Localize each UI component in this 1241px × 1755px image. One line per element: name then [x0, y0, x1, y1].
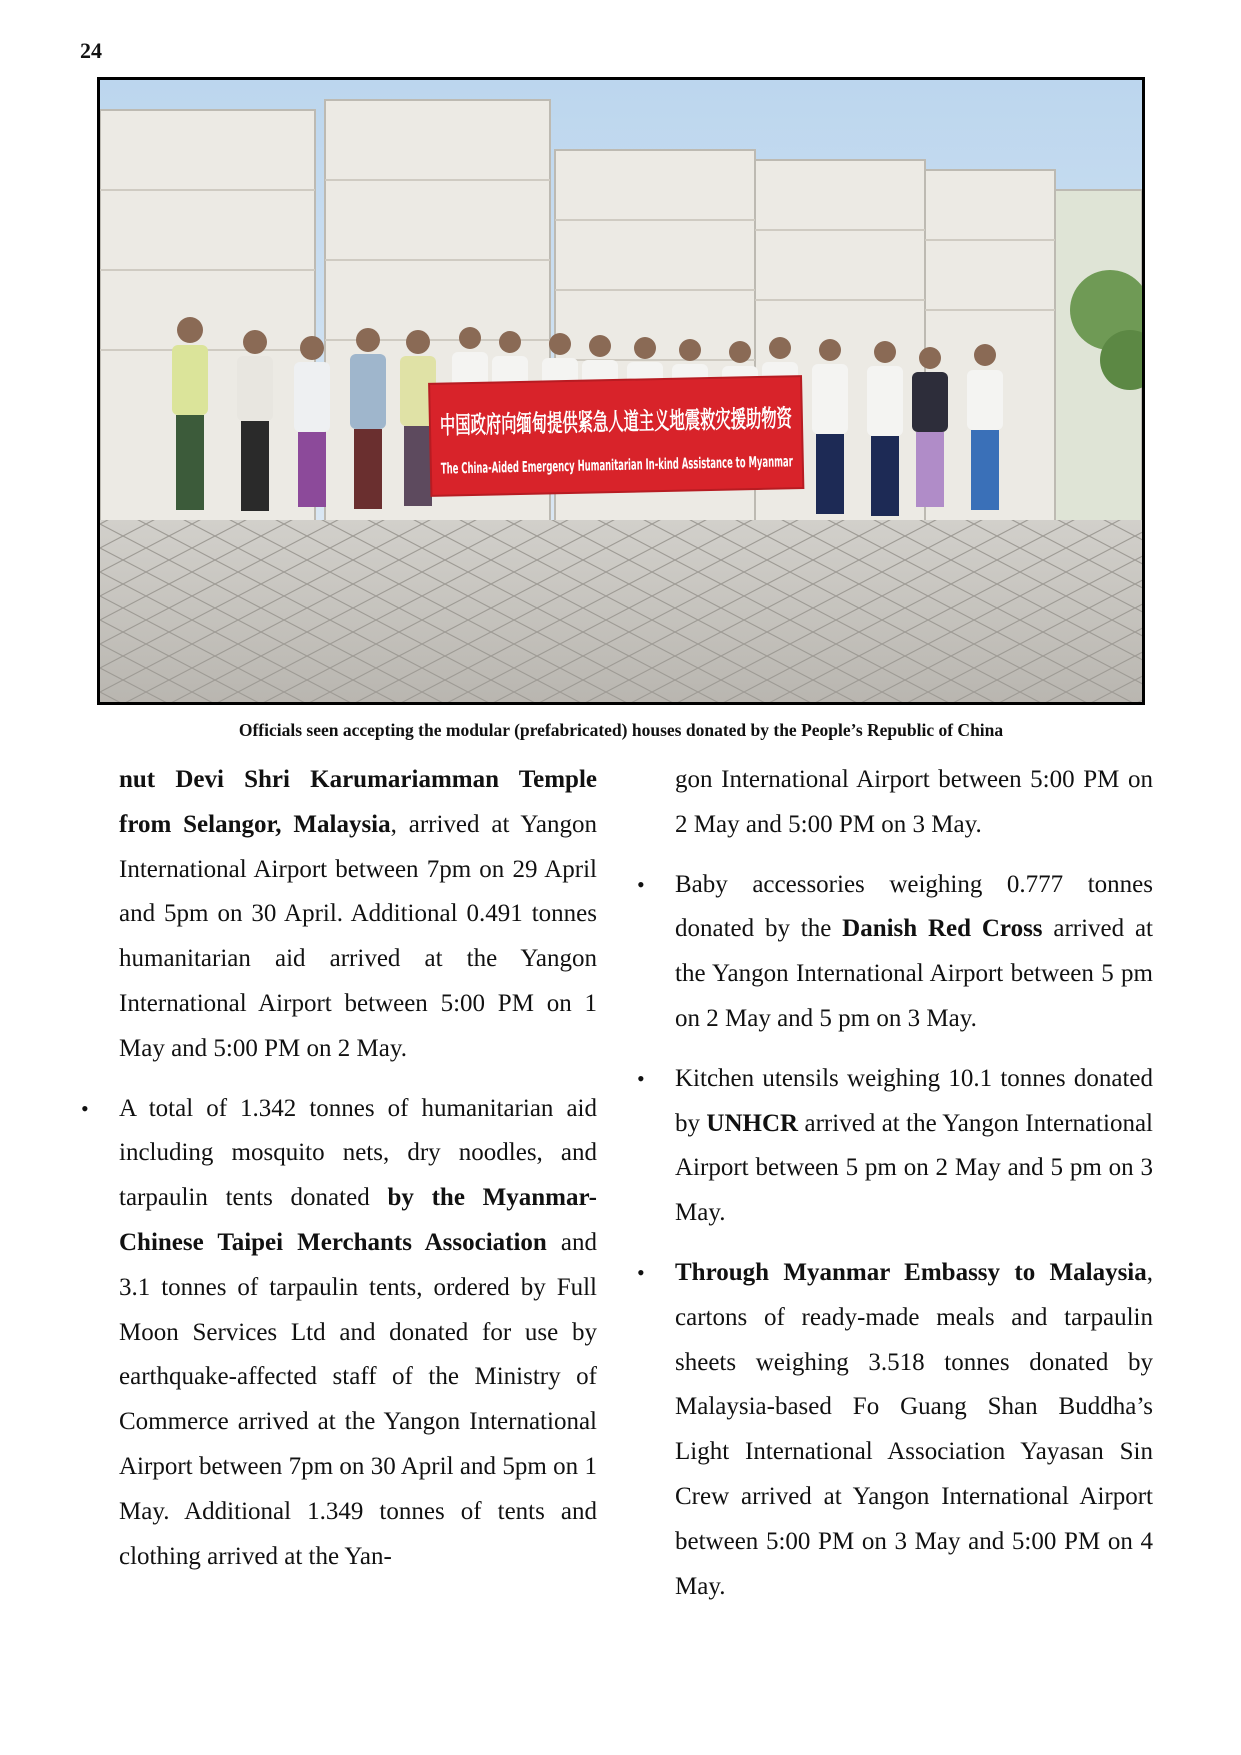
list-item — [675, 1251, 1153, 1609]
bold-text: Through Myanmar Embassy to Malaysia — [675, 1258, 1147, 1286]
list-item — [119, 1087, 597, 1580]
body-text: and 3.1 tonnes of tarpaulin tents, ordered by Full Moon Services Ltd and donated for use by earthquake-affected staff of the Ministry of Commerce arrived at the Yangon International Airport between 7pm on 30 April and 5pm on 1 May. Additional 1.349 tonnes of tents and clothing arrived at the Yan- — [119, 1228, 597, 1570]
banner-chinese-text: 中国政府向缅甸提供紧急人道主义地震救灾援助物资 — [439, 400, 993, 440]
body-text: A total of 1.342 tonnes of humanitarian aid including mosquito nets, dry noodles, and tarpaulin tents donated — [119, 1094, 597, 1212]
body-text: , arrived at Yangon International Airport between 7pm on 29 April and 5pm on 30 April. Additional 0.491 tonnes humanitarian aid arrived at the Yangon International Airport between 5:00 PM on 1 May and 5:00 PM on 2 May. — [119, 810, 597, 1062]
banner-english-text: The China-Aided Emergency Humanitarian In-kind Assistance to Myanmar — [440, 446, 1066, 478]
body-text: Kitchen utensils weighing 10.1 tonnes donated by — [675, 1064, 1153, 1137]
body-text: arrived at the Yangon International Airport between 5 pm on 2 May and 5 pm on 3 May. — [675, 915, 1153, 1032]
bold-text: Danish Red Cross — [842, 915, 1043, 943]
photo-officials-with-donated-houses — [97, 77, 1145, 705]
body-text: arrived at the Yangon International Airport between 5 pm on 2 May and 5 pm on 3 May. — [675, 1109, 1153, 1227]
page-number: 24 — [80, 38, 102, 63]
left-column — [119, 758, 597, 1579]
left-paragraph-continued — [119, 758, 597, 1072]
banner — [429, 376, 1066, 496]
right-paragraph-continued: gon International Airport between 5:00 PM on 2 May and 5:00 PM on 3 May. — [675, 766, 1153, 838]
photo-caption: Officials seen accepting the modular (prefabricated) houses donated by the People’s Republic of China — [238, 720, 1004, 740]
bold-text: nut Devi Shri Karumariamman Temple from Selangor, Malaysia — [119, 766, 597, 838]
bold-text: by the Myanmar- Chinese Taipei Merchants Association — [119, 1184, 597, 1256]
body-text: , cartons of ready-made meals and tarpaulin sheets weighing 3.518 tonnes donated by Malaysia-based Fo Guang Shan Buddha’s Light International Association Yayasan Sin Crew arrived at Yangon International Airport between 5:00 PM on 3 May and 5:00 PM on 4 May. — [675, 1258, 1153, 1600]
list-item — [675, 1057, 1153, 1236]
right-column — [675, 758, 1153, 1609]
bold-text: UNHCR — [706, 1109, 799, 1137]
list-item — [675, 863, 1153, 1042]
body-text: Baby accessories weighing 0.777 tonnes donated by the — [675, 870, 1153, 943]
